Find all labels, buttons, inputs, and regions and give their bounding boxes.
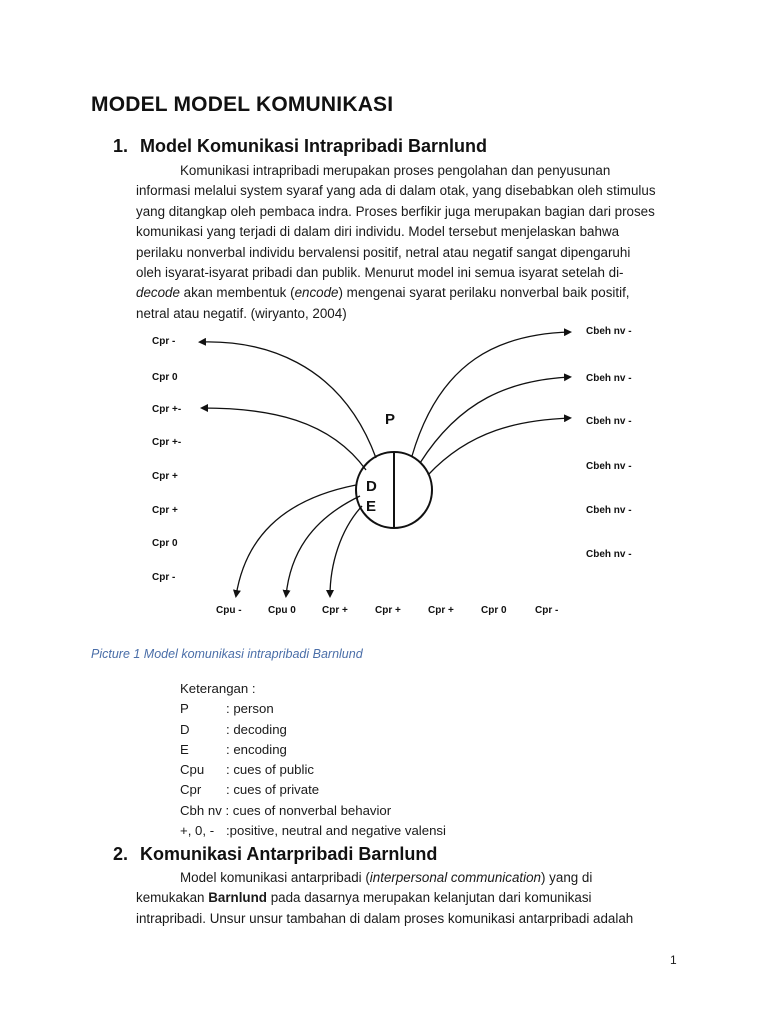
section-1-number: 1. xyxy=(113,136,129,156)
arrow-to-cbeh-1 xyxy=(412,332,570,456)
bottom-label: Cpr - xyxy=(535,605,559,616)
paragraph-line: kemukakan Barnlund pada dasarnya merupakan kelanjutan dari komunikasi xyxy=(136,890,592,906)
bottom-label: Cpr + xyxy=(375,605,401,616)
barnlund-intrapersonal-diagram xyxy=(140,320,680,620)
page-number: 1 xyxy=(670,953,677,967)
bottom-label: Cpu 0 xyxy=(268,605,296,616)
arrow-to-cpu-zero xyxy=(286,496,360,596)
legend-row: E : encoding xyxy=(180,741,287,757)
paragraph-line: komunikasi yang terjadi di dalam diri individu. Model tersebut menjelaskan bahwa xyxy=(136,224,620,240)
legend xyxy=(180,679,446,841)
document-title: MODEL MODEL KOMUNIKASI xyxy=(91,93,394,116)
right-label: Cbeh nv - xyxy=(586,505,632,516)
paragraph-line: perilaku nonverbal individu bervalensi positif, netral atau negatif sangat dipengaruhi xyxy=(136,244,631,260)
section-1-title: Model Komunikasi Intrapribadi Barnlund xyxy=(140,136,488,156)
right-label: Cbeh nv - xyxy=(586,416,632,427)
paragraph-line: informasi melalui system syaraf yang ada di dalam otak, yang disebabkan oleh stimulus xyxy=(136,183,656,199)
left-label: Cpr +- xyxy=(152,404,182,415)
arrow-to-cpr-plus xyxy=(330,506,362,596)
paragraph-line: oleh isyarat-isyarat pribadi dan publik. Menurut model ini semua isyarat setelah di- xyxy=(136,265,624,281)
left-label: Cpr 0 xyxy=(152,538,178,549)
paragraph-line: Model komunikasi antarpribadi (interpersonal communication) yang di xyxy=(180,870,593,885)
legend-row: D : decoding xyxy=(180,721,287,737)
bottom-label: Cpr + xyxy=(322,605,348,616)
left-label: Cpr + xyxy=(152,471,178,482)
legend-row: Cpr : cues of private xyxy=(180,782,320,798)
left-label: Cpr - xyxy=(152,572,176,583)
section-2-heading xyxy=(113,844,437,865)
right-label: Cbeh nv - xyxy=(586,461,632,472)
legend-title: Keterangan : xyxy=(180,681,256,696)
legend-row: Cbh nv : cues of nonverbal behavior xyxy=(180,802,392,818)
label-p: P xyxy=(385,411,396,428)
legend-row: Cpu : cues of public xyxy=(180,762,314,778)
left-label: Cpr - xyxy=(152,336,176,347)
bottom-label: Cpr 0 xyxy=(481,605,507,616)
right-label: Cbeh nv - xyxy=(586,326,632,337)
section-2-paragraph xyxy=(136,868,656,929)
left-label: Cpr +- xyxy=(152,437,182,448)
right-label: Cbeh nv - xyxy=(586,373,632,384)
arrow-to-cpr-top xyxy=(200,342,376,458)
section-1-heading xyxy=(113,136,487,157)
legend-row: +, 0, - :positive, neutral and negative valensi xyxy=(180,823,446,839)
paragraph-line: decode akan membentuk (encode) mengenai syarat perilaku nonverbal baik positif, xyxy=(136,285,630,301)
section-2-title: Komunikasi Antarpribadi Barnlund xyxy=(140,844,438,864)
paragraph-line: netral atau negatif. (wiryanto, 2004) xyxy=(136,305,347,321)
right-label: Cbeh nv - xyxy=(586,549,632,560)
section-2-number: 2. xyxy=(113,844,129,864)
left-label: Cpr 0 xyxy=(152,372,178,383)
left-label: Cpr + xyxy=(152,505,178,516)
paragraph-line: intrapribadi. Unsur unsur tambahan di dalam proses komunikasi antarpribadi adalah xyxy=(136,910,634,926)
paragraph-line: yang ditangkap oleh pembaca indra. Proses berfikir juga merupakan bagian dari proses xyxy=(136,203,655,219)
label-d: D xyxy=(366,478,377,495)
section-1-paragraph xyxy=(136,161,656,324)
label-e: E xyxy=(366,498,377,515)
arrow-to-cpr-third xyxy=(202,408,366,470)
legend-row: P : person xyxy=(180,701,274,717)
figure-caption: Picture 1 Model komunikasi intrapribadi Barnlund xyxy=(91,647,363,661)
arrow-to-cpu-minus xyxy=(236,485,356,596)
bottom-label: Cpr + xyxy=(428,605,454,616)
paragraph-line: Komunikasi intrapribadi merupakan proses pengolahan dan penyusunan xyxy=(180,163,611,178)
bottom-label: Cpu - xyxy=(216,605,242,616)
